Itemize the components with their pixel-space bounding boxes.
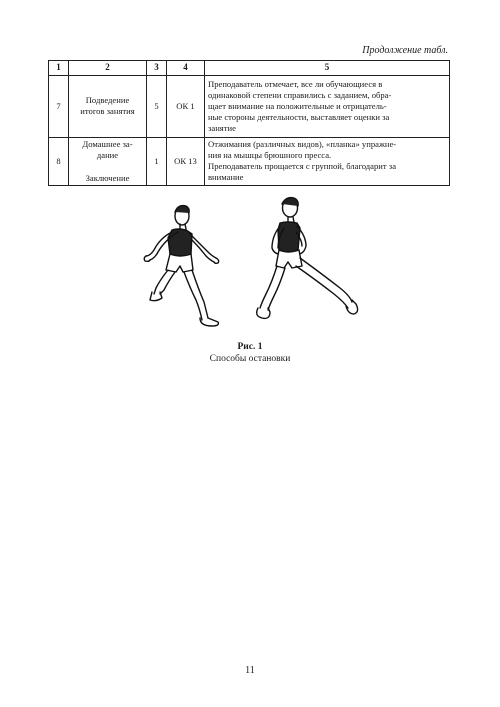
description-line: Преподаватель отмечает, все ли обучающиеся в: [208, 78, 383, 89]
row-minutes: 1: [147, 137, 167, 185]
stage-line: Заключение: [85, 172, 130, 183]
description-line: щает внимание на положительные и отрицатель-: [208, 100, 387, 111]
column-header: 4: [167, 61, 205, 76]
column-header: 2: [69, 61, 147, 76]
stage-line: итогов занятия: [80, 106, 135, 117]
runner-figure: [144, 206, 218, 326]
runner-figure: [257, 198, 358, 319]
stage-line: Домашнее за-: [82, 138, 133, 149]
column-header: 5: [205, 61, 450, 76]
description-line: Отжимания (различных видов), «планка» упражне-: [208, 138, 397, 149]
description-line: внимание: [208, 171, 244, 182]
row-number: 7: [49, 75, 69, 137]
table-row: [49, 75, 450, 137]
figure-caption: Способы остановки: [209, 354, 291, 364]
table-row: [49, 137, 450, 185]
row-minutes: 5: [147, 75, 167, 137]
column-header: 3: [147, 61, 167, 76]
continuation-label: Продолжение табл.: [362, 45, 448, 56]
table-header-row: [49, 61, 450, 76]
row-description: [205, 137, 450, 185]
description-line: ные стороны деятельности, выставляет оценки за: [208, 111, 390, 122]
description-line: занятие: [208, 122, 236, 133]
stage-line: Подведение: [85, 95, 130, 106]
row-stage: [69, 75, 147, 137]
description-line: ния на мышцы брюшного пресса.: [208, 149, 332, 160]
lesson-table: [48, 60, 450, 186]
running-stop-illustration: [0, 196, 500, 336]
row-stage: [69, 137, 147, 185]
figure-number: Рис. 1: [237, 342, 263, 352]
column-header: 1: [49, 61, 69, 76]
description-line: Преподаватель прощается с группой, благодарит за: [208, 160, 397, 171]
description-line: одинаковой степени справились с заданием, обра-: [208, 89, 392, 100]
row-number: 8: [49, 137, 69, 185]
stage-line: дание: [96, 149, 119, 160]
row-competency: ОК 13: [167, 137, 205, 185]
row-description: [205, 75, 450, 137]
page-number: 11: [245, 665, 255, 676]
row-competency: ОК 1: [167, 75, 205, 137]
